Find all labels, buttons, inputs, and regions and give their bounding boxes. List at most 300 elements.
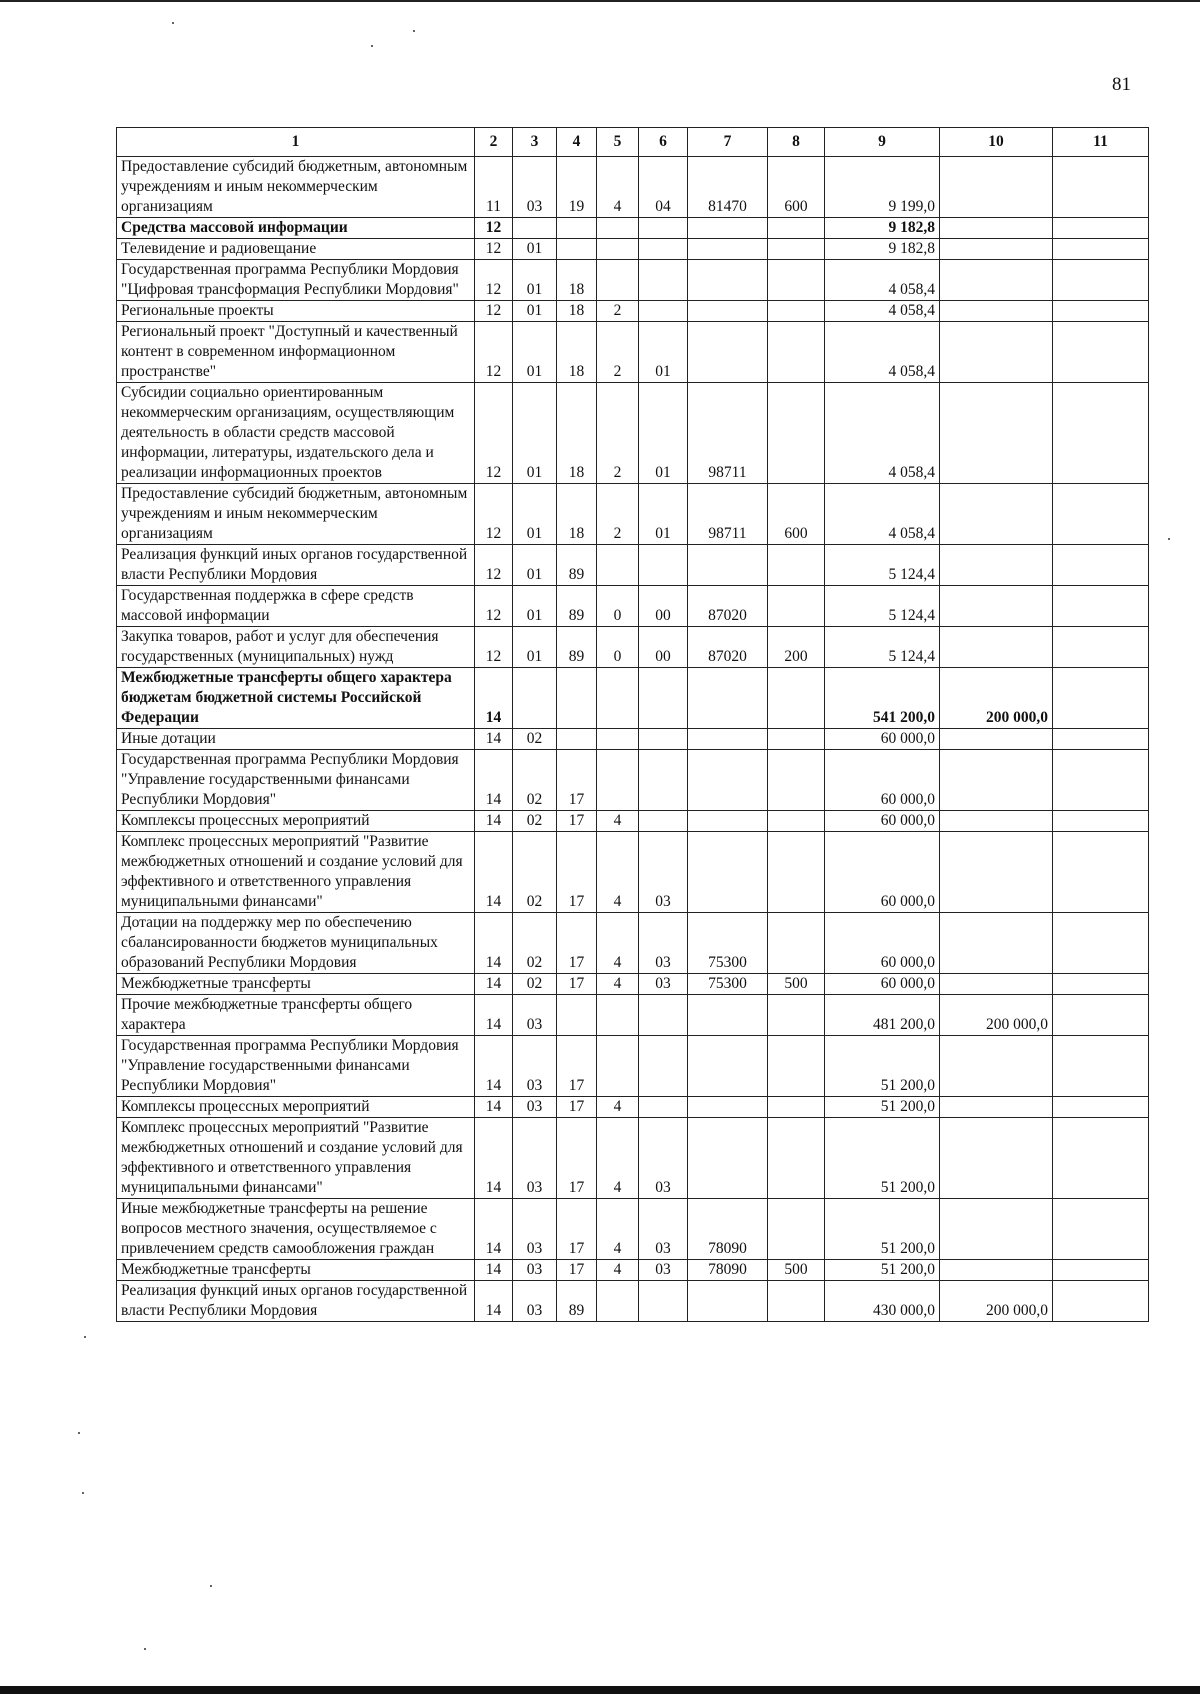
cell-amount-col11 (1053, 322, 1149, 383)
cell-subprogram: 4 (597, 811, 639, 832)
cell-name: Межбюджетные трансферты (117, 1260, 475, 1281)
cell-name: Закупка товаров, работ и услуг для обеспечения государственных (муниципальных) нужд (117, 627, 475, 668)
cell-subsection (513, 668, 557, 729)
header-cell: 6 (639, 128, 688, 157)
cell-name: Средства массовой информации (117, 218, 475, 239)
cell-amount-col10 (940, 239, 1053, 260)
header-cell: 11 (1053, 128, 1149, 157)
cell-amount-col10 (940, 1036, 1053, 1097)
header-row (117, 128, 1149, 157)
cell-subprogram: 2 (597, 301, 639, 322)
cell-amount-col10 (940, 545, 1053, 586)
cell-section: 12 (475, 260, 513, 301)
cell-expense-type (768, 218, 825, 239)
cell-subprogram (597, 239, 639, 260)
cell-event (639, 301, 688, 322)
cell-expense-type (768, 1199, 825, 1260)
table-row (117, 239, 1149, 260)
cell-section: 14 (475, 974, 513, 995)
cell-subsection: 02 (513, 974, 557, 995)
cell-amount: 60 000,0 (825, 832, 940, 913)
cell-section: 11 (475, 157, 513, 218)
cell-subprogram (597, 750, 639, 811)
cell-event: 03 (639, 913, 688, 974)
cell-section: 12 (475, 383, 513, 484)
cell-program: 17 (557, 1199, 597, 1260)
cell-section: 14 (475, 1281, 513, 1322)
cell-amount-col10: 200 000,0 (940, 1281, 1053, 1322)
cell-subprogram: 4 (597, 1260, 639, 1281)
cell-amount: 51 200,0 (825, 1260, 940, 1281)
cell-program: 17 (557, 1118, 597, 1199)
cell-section: 12 (475, 322, 513, 383)
cell-name: Региональный проект "Доступный и качественный контент в современном информационном пространстве" (117, 322, 475, 383)
cell-amount: 9 182,8 (825, 218, 940, 239)
cell-direction (688, 832, 768, 913)
cell-subprogram: 4 (597, 974, 639, 995)
cell-direction (688, 260, 768, 301)
cell-amount-col11 (1053, 627, 1149, 668)
cell-subprogram: 2 (597, 484, 639, 545)
cell-section: 14 (475, 1036, 513, 1097)
table-row (117, 913, 1149, 974)
scan-speck (144, 1648, 146, 1650)
cell-amount-col10 (940, 811, 1053, 832)
cell-program (557, 668, 597, 729)
cell-name: Иные межбюджетные трансферты на решение вопросов местного значения, осуществляемое с привлечением средств самообложения граждан (117, 1199, 475, 1260)
cell-amount: 4 058,4 (825, 260, 940, 301)
cell-program: 17 (557, 913, 597, 974)
cell-subsection: 03 (513, 1036, 557, 1097)
cell-program: 17 (557, 750, 597, 811)
cell-amount: 9 199,0 (825, 157, 940, 218)
cell-subprogram (597, 1281, 639, 1322)
cell-amount: 51 200,0 (825, 1036, 940, 1097)
cell-expense-type (768, 545, 825, 586)
cell-amount-col10 (940, 974, 1053, 995)
table-row (117, 1281, 1149, 1322)
cell-program (557, 995, 597, 1036)
cell-amount-col11 (1053, 1281, 1149, 1322)
cell-amount-col11 (1053, 995, 1149, 1036)
cell-direction: 75300 (688, 913, 768, 974)
scan-speck (78, 1432, 80, 1434)
cell-section: 12 (475, 484, 513, 545)
cell-name: Иные дотации (117, 729, 475, 750)
cell-amount: 51 200,0 (825, 1118, 940, 1199)
cell-direction (688, 239, 768, 260)
cell-amount: 4 058,4 (825, 301, 940, 322)
cell-amount: 5 124,4 (825, 545, 940, 586)
table-row (117, 1260, 1149, 1281)
cell-program: 17 (557, 811, 597, 832)
cell-direction (688, 218, 768, 239)
cell-subsection: 01 (513, 383, 557, 484)
table-row (117, 974, 1149, 995)
cell-expense-type (768, 811, 825, 832)
cell-subprogram: 0 (597, 586, 639, 627)
cell-program: 18 (557, 301, 597, 322)
cell-direction (688, 1118, 768, 1199)
cell-name: Межбюджетные трансферты общего характера бюджетам бюджетной системы Российской Федерации (117, 668, 475, 729)
cell-amount-col11 (1053, 1097, 1149, 1118)
cell-direction (688, 811, 768, 832)
cell-amount-col10 (940, 157, 1053, 218)
cell-section: 14 (475, 913, 513, 974)
scan-speck (371, 45, 373, 47)
cell-program: 89 (557, 586, 597, 627)
cell-amount: 60 000,0 (825, 750, 940, 811)
cell-amount: 51 200,0 (825, 1097, 940, 1118)
header-cell: 3 (513, 128, 557, 157)
cell-subsection: 01 (513, 239, 557, 260)
cell-program: 17 (557, 1097, 597, 1118)
cell-expense-type (768, 1281, 825, 1322)
cell-direction (688, 729, 768, 750)
table-row (117, 157, 1149, 218)
table-row (117, 832, 1149, 913)
cell-subprogram: 4 (597, 1097, 639, 1118)
cell-name: Дотации на поддержку мер по обеспечению сбалансированности бюджетов муниципальных образований Республики Мордовия (117, 913, 475, 974)
cell-subsection: 03 (513, 1118, 557, 1199)
cell-name: Предоставление субсидий бюджетным, автономным учреждениям и иным некоммерческим организациям (117, 157, 475, 218)
cell-name: Телевидение и радиовещание (117, 239, 475, 260)
cell-subprogram (597, 260, 639, 301)
cell-amount: 4 058,4 (825, 322, 940, 383)
cell-amount: 4 058,4 (825, 484, 940, 545)
cell-direction (688, 750, 768, 811)
cell-amount-col11 (1053, 157, 1149, 218)
budget-table (116, 127, 1149, 1322)
cell-amount-col10 (940, 301, 1053, 322)
cell-program: 17 (557, 1036, 597, 1097)
cell-amount-col10 (940, 832, 1053, 913)
cell-subprogram (597, 729, 639, 750)
cell-amount-col11 (1053, 301, 1149, 322)
cell-expense-type: 200 (768, 627, 825, 668)
cell-expense-type (768, 729, 825, 750)
cell-name: Региональные проекты (117, 301, 475, 322)
cell-subsection: 02 (513, 913, 557, 974)
cell-amount-col11 (1053, 218, 1149, 239)
cell-direction (688, 1281, 768, 1322)
cell-subprogram: 4 (597, 1199, 639, 1260)
cell-section: 12 (475, 218, 513, 239)
cell-subsection: 03 (513, 157, 557, 218)
cell-section: 12 (475, 239, 513, 260)
cell-section: 14 (475, 1199, 513, 1260)
cell-amount: 481 200,0 (825, 995, 940, 1036)
cell-program: 89 (557, 1281, 597, 1322)
page-number: 81 (1112, 74, 1131, 95)
cell-event: 01 (639, 322, 688, 383)
cell-section: 14 (475, 1097, 513, 1118)
cell-amount: 541 200,0 (825, 668, 940, 729)
cell-expense-type: 500 (768, 974, 825, 995)
cell-amount-col11 (1053, 1036, 1149, 1097)
cell-event (639, 995, 688, 1036)
cell-program (557, 729, 597, 750)
table-row (117, 545, 1149, 586)
cell-name: Государственная поддержка в сфере средств массовой информации (117, 586, 475, 627)
cell-direction: 78090 (688, 1199, 768, 1260)
header-cell: 1 (117, 128, 475, 157)
table-row (117, 1036, 1149, 1097)
header-cell: 2 (475, 128, 513, 157)
cell-amount-col10 (940, 1260, 1053, 1281)
header-cell: 4 (557, 128, 597, 157)
scan-top-rule (0, 0, 1200, 2)
cell-program: 18 (557, 383, 597, 484)
cell-expense-type (768, 322, 825, 383)
cell-amount-col11 (1053, 832, 1149, 913)
cell-amount-col11 (1053, 668, 1149, 729)
table-row (117, 218, 1149, 239)
cell-direction (688, 1036, 768, 1097)
cell-amount-col10 (940, 260, 1053, 301)
cell-section: 14 (475, 729, 513, 750)
cell-subsection: 02 (513, 832, 557, 913)
cell-amount: 51 200,0 (825, 1199, 940, 1260)
scan-speck (82, 1492, 84, 1494)
cell-expense-type (768, 995, 825, 1036)
cell-expense-type (768, 750, 825, 811)
cell-name: Реализация функций иных органов государственной власти Республики Мордовия (117, 1281, 475, 1322)
cell-event (639, 1036, 688, 1097)
cell-amount-col10 (940, 627, 1053, 668)
cell-amount-col10 (940, 484, 1053, 545)
cell-subprogram: 4 (597, 832, 639, 913)
cell-program: 89 (557, 627, 597, 668)
cell-section: 14 (475, 1118, 513, 1199)
cell-program: 17 (557, 974, 597, 995)
cell-section: 14 (475, 811, 513, 832)
cell-amount: 60 000,0 (825, 913, 940, 974)
cell-expense-type (768, 586, 825, 627)
cell-direction (688, 301, 768, 322)
cell-event: 03 (639, 832, 688, 913)
table-row (117, 811, 1149, 832)
cell-program: 17 (557, 832, 597, 913)
header-cell: 8 (768, 128, 825, 157)
cell-direction: 87020 (688, 586, 768, 627)
cell-name: Предоставление субсидий бюджетным, автономным учреждениям и иным некоммерческим организациям (117, 484, 475, 545)
cell-event: 04 (639, 157, 688, 218)
cell-subsection: 03 (513, 995, 557, 1036)
table-row (117, 729, 1149, 750)
cell-event (639, 750, 688, 811)
cell-subsection: 03 (513, 1097, 557, 1118)
cell-subprogram: 2 (597, 383, 639, 484)
table-row (117, 301, 1149, 322)
cell-amount-col10: 200 000,0 (940, 668, 1053, 729)
cell-subsection: 01 (513, 322, 557, 383)
cell-amount: 5 124,4 (825, 627, 940, 668)
cell-program: 89 (557, 545, 597, 586)
cell-direction: 98711 (688, 383, 768, 484)
cell-name: Комплекс процессных мероприятий "Развитие межбюджетных отношений и создание условий для эффективного и ответственного управления муниципальными финансами" (117, 832, 475, 913)
cell-event (639, 1097, 688, 1118)
table-row (117, 627, 1149, 668)
cell-amount-col11 (1053, 913, 1149, 974)
cell-subsection: 01 (513, 545, 557, 586)
cell-subsection: 02 (513, 729, 557, 750)
cell-amount-col11 (1053, 1199, 1149, 1260)
cell-program: 17 (557, 1260, 597, 1281)
cell-subprogram: 4 (597, 1118, 639, 1199)
cell-event: 00 (639, 627, 688, 668)
cell-section: 14 (475, 1260, 513, 1281)
cell-amount-col11 (1053, 484, 1149, 545)
cell-amount: 9 182,8 (825, 239, 940, 260)
cell-amount-col10 (940, 750, 1053, 811)
cell-amount-col11 (1053, 586, 1149, 627)
cell-amount-col11 (1053, 383, 1149, 484)
cell-event (639, 218, 688, 239)
scan-bottom-band (0, 1686, 1200, 1694)
cell-expense-type (768, 1036, 825, 1097)
cell-name: Прочие межбюджетные трансферты общего характера (117, 995, 475, 1036)
cell-expense-type (768, 260, 825, 301)
header-cell: 5 (597, 128, 639, 157)
cell-direction (688, 995, 768, 1036)
cell-amount-col10 (940, 322, 1053, 383)
cell-event: 01 (639, 484, 688, 545)
cell-subprogram (597, 545, 639, 586)
cell-expense-type: 500 (768, 1260, 825, 1281)
cell-subprogram (597, 668, 639, 729)
cell-event (639, 260, 688, 301)
table-row (117, 750, 1149, 811)
cell-amount-col11 (1053, 239, 1149, 260)
cell-program: 19 (557, 157, 597, 218)
cell-direction (688, 545, 768, 586)
cell-name: Субсидии социально ориентированным некоммерческим организациям, осуществляющим деятельность в области средств массовой информации, литературы, издательского дела и реализации информационных проектов (117, 383, 475, 484)
cell-section: 14 (475, 668, 513, 729)
cell-expense-type (768, 1097, 825, 1118)
cell-subsection: 01 (513, 627, 557, 668)
table-row (117, 260, 1149, 301)
cell-subsection: 03 (513, 1260, 557, 1281)
cell-subsection: 03 (513, 1199, 557, 1260)
cell-program: 18 (557, 260, 597, 301)
cell-event: 03 (639, 1118, 688, 1199)
cell-subprogram: 0 (597, 627, 639, 668)
cell-name: Государственная программа Республики Мордовия "Цифровая трансформация Республики Мордовия" (117, 260, 475, 301)
cell-amount: 60 000,0 (825, 729, 940, 750)
scan-speck (172, 22, 174, 24)
scan-speck (413, 30, 415, 32)
cell-section: 14 (475, 995, 513, 1036)
cell-amount: 60 000,0 (825, 811, 940, 832)
cell-event: 01 (639, 383, 688, 484)
table-body (117, 157, 1149, 1322)
cell-direction (688, 322, 768, 383)
cell-amount-col10 (940, 383, 1053, 484)
table-row (117, 586, 1149, 627)
cell-amount: 5 124,4 (825, 586, 940, 627)
cell-amount-col10 (940, 1097, 1053, 1118)
cell-event (639, 239, 688, 260)
cell-expense-type: 600 (768, 157, 825, 218)
cell-amount: 430 000,0 (825, 1281, 940, 1322)
cell-direction (688, 1097, 768, 1118)
cell-section: 12 (475, 545, 513, 586)
scan-speck (84, 1336, 86, 1338)
cell-direction: 78090 (688, 1260, 768, 1281)
cell-program (557, 218, 597, 239)
cell-name: Межбюджетные трансферты (117, 974, 475, 995)
cell-section: 12 (475, 586, 513, 627)
cell-subsection: 01 (513, 484, 557, 545)
table-row (117, 1097, 1149, 1118)
cell-amount-col11 (1053, 260, 1149, 301)
cell-expense-type (768, 913, 825, 974)
cell-section: 14 (475, 832, 513, 913)
cell-subprogram (597, 218, 639, 239)
cell-subsection: 03 (513, 1281, 557, 1322)
cell-amount-col10 (940, 218, 1053, 239)
table-row (117, 1118, 1149, 1199)
cell-amount-col10 (940, 1199, 1053, 1260)
cell-direction: 75300 (688, 974, 768, 995)
cell-direction: 98711 (688, 484, 768, 545)
cell-expense-type (768, 301, 825, 322)
cell-amount-col11 (1053, 545, 1149, 586)
cell-subsection: 01 (513, 260, 557, 301)
cell-amount: 60 000,0 (825, 974, 940, 995)
cell-event: 03 (639, 1260, 688, 1281)
cell-expense-type (768, 239, 825, 260)
cell-section: 14 (475, 750, 513, 811)
cell-event (639, 1281, 688, 1322)
cell-amount: 4 058,4 (825, 383, 940, 484)
cell-amount-col10 (940, 913, 1053, 974)
cell-amount-col10: 200 000,0 (940, 995, 1053, 1036)
header-cell: 7 (688, 128, 768, 157)
cell-program (557, 239, 597, 260)
cell-amount-col10 (940, 1118, 1053, 1199)
cell-event (639, 729, 688, 750)
cell-amount-col11 (1053, 1118, 1149, 1199)
cell-amount-col11 (1053, 750, 1149, 811)
cell-amount-col11 (1053, 1260, 1149, 1281)
cell-direction: 81470 (688, 157, 768, 218)
table-row (117, 1199, 1149, 1260)
cell-subsection: 01 (513, 586, 557, 627)
cell-name: Государственная программа Республики Мордовия "Управление государственными финансами Республики Мордовия" (117, 750, 475, 811)
cell-subprogram: 4 (597, 913, 639, 974)
scan-speck (210, 1585, 212, 1587)
cell-expense-type (768, 832, 825, 913)
cell-event (639, 811, 688, 832)
cell-event (639, 545, 688, 586)
table-row (117, 668, 1149, 729)
cell-amount-col11 (1053, 729, 1149, 750)
cell-expense-type: 600 (768, 484, 825, 545)
cell-section: 12 (475, 627, 513, 668)
cell-direction: 87020 (688, 627, 768, 668)
table-row (117, 383, 1149, 484)
cell-amount-col10 (940, 729, 1053, 750)
header-cell: 9 (825, 128, 940, 157)
table-row (117, 484, 1149, 545)
cell-event (639, 668, 688, 729)
cell-name: Комплекс процессных мероприятий "Развитие межбюджетных отношений и создание условий для эффективного и ответственного управления муниципальными финансами" (117, 1118, 475, 1199)
cell-name: Комплексы процессных мероприятий (117, 1097, 475, 1118)
table-row (117, 322, 1149, 383)
cell-program: 18 (557, 322, 597, 383)
